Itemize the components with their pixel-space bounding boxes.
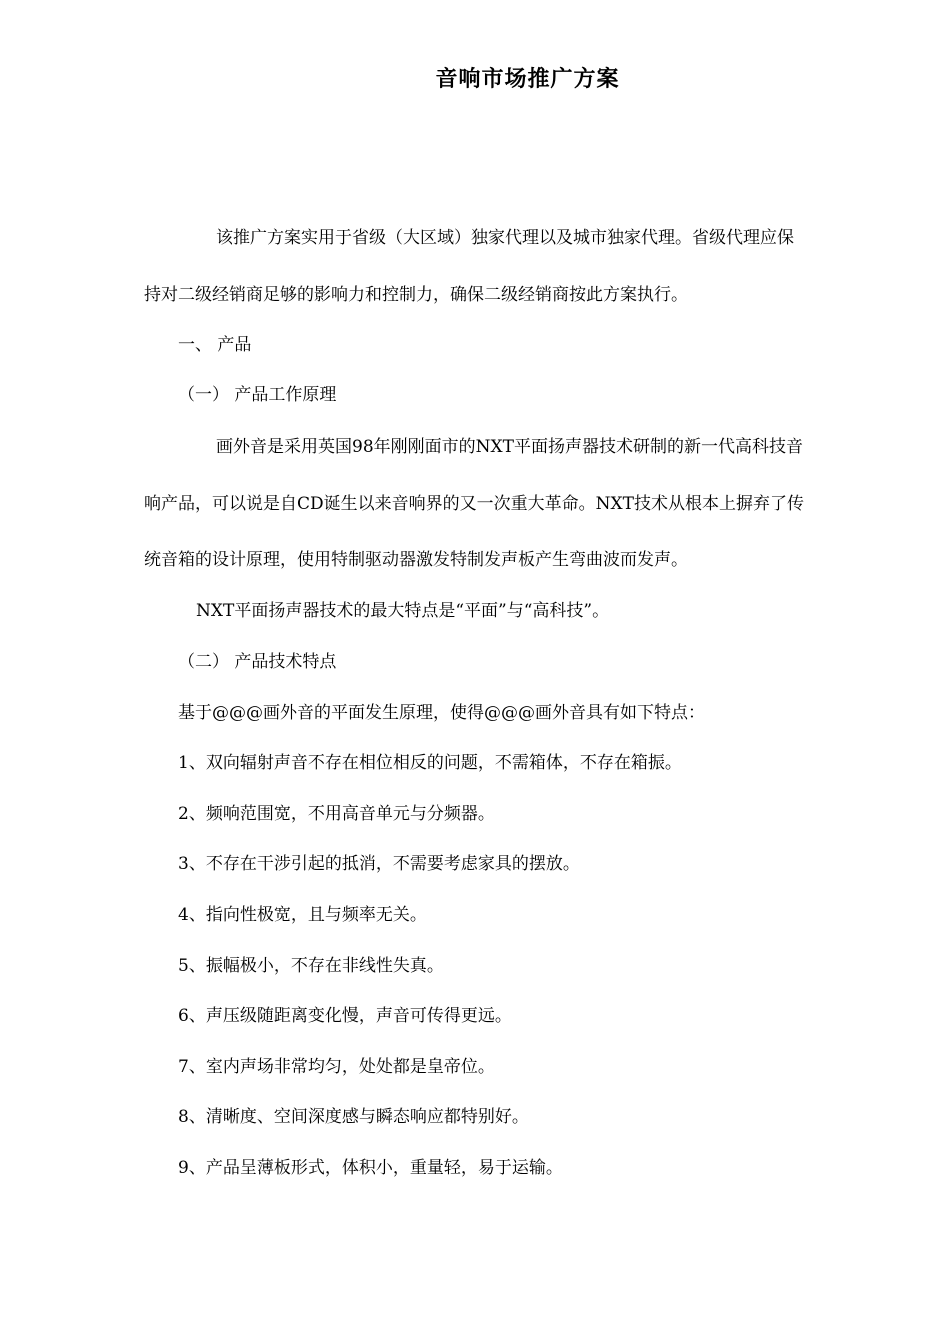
subsection-heading-principle: （一） 产品工作原理 xyxy=(178,385,337,405)
feature-item: 9、产品呈薄板形式，体积小，重量轻，易于运输。 xyxy=(178,1158,563,1178)
features-lead: 基于@@@画外音的平面发生原理，使得@@@画外音具有如下特点： xyxy=(178,703,705,723)
intro-line-2: 持对二级经销商足够的影响力和控制力，确保二级经销商按此方案执行。 xyxy=(144,285,688,305)
feature-item: 7、室内声场非常均匀，处处都是皇帝位。 xyxy=(178,1057,495,1077)
section-heading-product: 一、 产品 xyxy=(178,335,252,355)
feature-item: 5、振幅极小，不存在非线性失真。 xyxy=(178,956,444,976)
feature-item: 3、不存在干涉引起的抵消，不需要考虑家具的摆放。 xyxy=(178,854,580,874)
feature-item: 6、声压级随距离变化慢，声音可传得更远。 xyxy=(178,1006,512,1026)
feature-item: 2、频响范围宽，不用高音单元与分频器。 xyxy=(178,804,495,824)
principle-line-1: 画外音是采用英国98年刚刚面市的NXT平面扬声器技术研制的新一代高科技音 xyxy=(216,437,803,457)
principle-note: NXT平面扬声器技术的最大特点是“平面”与“高科技”。 xyxy=(196,601,610,621)
intro-line-1: 该推广方案实用于省级（大区域）独家代理以及城市独家代理。省级代理应保 xyxy=(216,228,794,248)
feature-item: 4、指向性极宽，且与频率无关。 xyxy=(178,905,427,925)
feature-item: 1、双向辐射声音不存在相位相反的问题，不需箱体，不存在箱振。 xyxy=(178,753,682,773)
document-title: 音响市场推广方案 xyxy=(435,66,620,92)
feature-item: 8、清晰度、空间深度感与瞬态响应都特别好。 xyxy=(178,1107,529,1127)
subsection-heading-features: （二） 产品技术特点 xyxy=(178,652,337,672)
principle-line-3: 统音箱的设计原理，使用特制驱动器激发特制发声板产生弯曲波而发声。 xyxy=(144,550,688,570)
principle-line-2: 响产品，可以说是自CD诞生以来音响界的又一次重大革命。NXT技术从根本上摒弃了传 xyxy=(144,494,804,514)
